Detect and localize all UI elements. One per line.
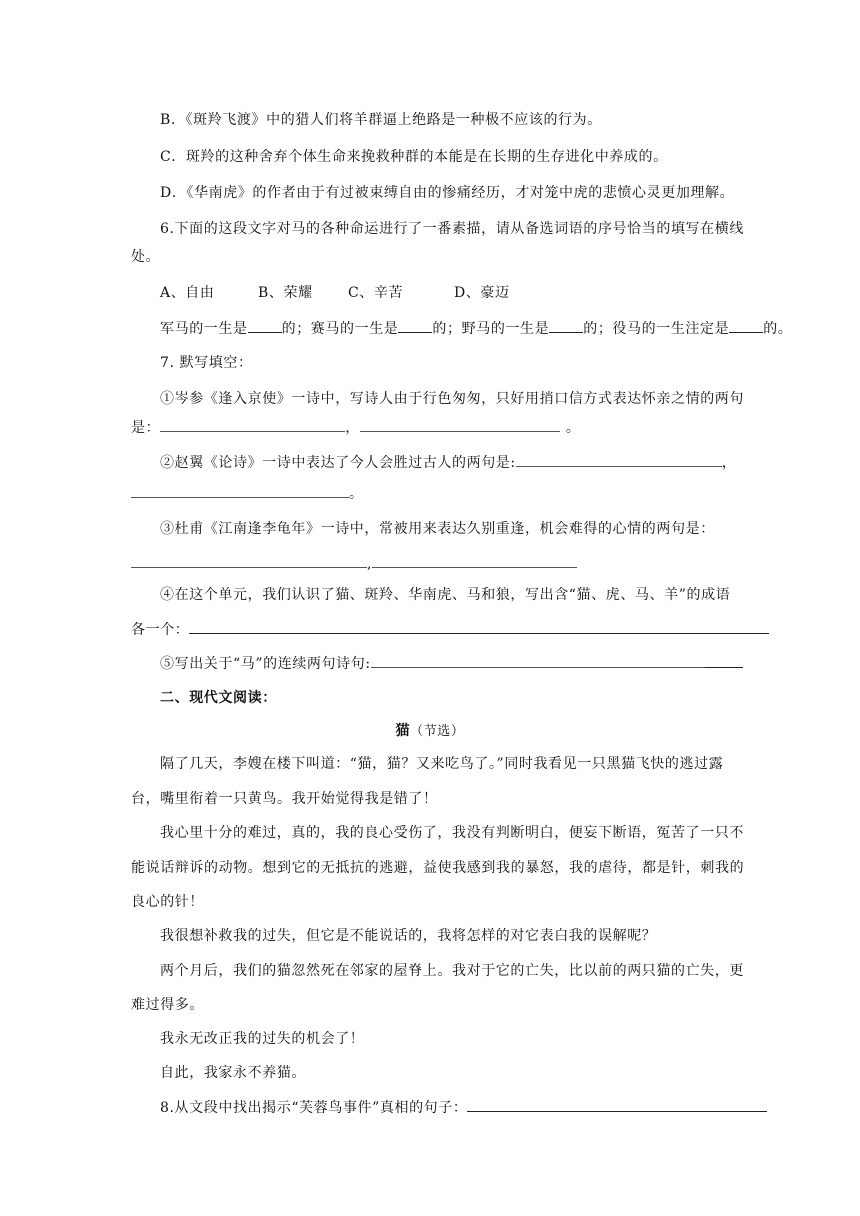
q7-item1-blank-2[interactable] bbox=[360, 417, 560, 432]
q7-item1-answer-line bbox=[131, 417, 580, 438]
q7-item5-text bbox=[160, 653, 743, 674]
article-p6: 自此，我家永不养猫。 bbox=[160, 1065, 306, 1081]
article-p1-line1: 隔了几天，李嫂在楼下叫道：“猫，猫？又来吃鸟了。”同时我看见一只黑猫飞快的逃过露 bbox=[160, 756, 724, 772]
q7-item1-prefix: 是： bbox=[131, 420, 161, 436]
q7-item5-blank-end[interactable] bbox=[705, 653, 743, 668]
sentence-part: 军马的一生是 bbox=[160, 321, 248, 337]
section-2-title: 二、现代文阅读： bbox=[160, 690, 277, 706]
sentence-part: 的；赛马的一生是 bbox=[281, 321, 399, 337]
question-6-options bbox=[160, 283, 510, 303]
q7-item2-answer-line bbox=[131, 483, 364, 504]
q7-item4-answer-line bbox=[131, 619, 769, 640]
q7-item1-sep: ， bbox=[345, 420, 360, 436]
sentence-part: 的。 bbox=[763, 321, 793, 337]
question-8-blank[interactable] bbox=[467, 1097, 767, 1112]
question-6-sentence bbox=[160, 318, 792, 339]
option-d: D、豪迈 bbox=[454, 285, 510, 301]
sentence-part: 的；野马的一生是 bbox=[432, 321, 550, 337]
option-a: A、自由 bbox=[160, 285, 215, 301]
option-b: B、荣耀 bbox=[258, 285, 313, 301]
blank-yima[interactable] bbox=[729, 318, 763, 333]
sentence-part: 的；役马的一生注定是 bbox=[583, 321, 730, 337]
article-p2-line3: 良心的针！ bbox=[131, 894, 204, 910]
article-title: 猫 bbox=[395, 723, 411, 739]
q7-item3-sep: , bbox=[367, 556, 373, 572]
q7-item2-blank-2[interactable] bbox=[131, 483, 349, 498]
choice-c: C．斑羚的这种舍弃个体生命来挽救种群的本能是在长期的生存进化中养成的。 bbox=[160, 149, 668, 165]
q7-item2-comma: ， bbox=[721, 455, 737, 471]
article-heading bbox=[0, 721, 860, 742]
q7-item2-blank-1[interactable] bbox=[516, 452, 722, 467]
choice-b: B．《斑羚飞渡》中的猎人们将羊群逼上绝路是一种极不应该的行为。 bbox=[160, 112, 602, 128]
q7-item1-end: 。 bbox=[565, 420, 581, 436]
q7-item5-blank[interactable] bbox=[371, 653, 705, 668]
question-7-title: 7. 默写填空： bbox=[160, 355, 253, 371]
q7-item4-text: ④在这个单元，我们认识了猫、斑羚、华南虎、马和狼，写出含“猫、虎、马、羊”的成语 bbox=[160, 587, 731, 603]
article-p2-line1: 我心里十分的难过，真的，我的良心受伤了，我没有判断明白，便妄下断语，冤苦了一只不 bbox=[160, 825, 744, 841]
question-8-text bbox=[160, 1097, 767, 1118]
blank-junma[interactable] bbox=[248, 318, 282, 333]
article-p4-line2: 难过得多。 bbox=[131, 997, 204, 1013]
article-p3: 我很想补救我的过失，但它是不能说话的，我将怎样的对它表白我的误解呢？ bbox=[160, 928, 657, 944]
question-6-text-cont: 处。 bbox=[131, 249, 161, 265]
q7-item4-blank[interactable] bbox=[189, 619, 769, 634]
blank-yema[interactable] bbox=[549, 318, 583, 333]
q7-item1-blank-1[interactable] bbox=[160, 417, 345, 432]
article-p4-line1: 两个月后，我们的猫忽然死在邻家的屋脊上。我对于它的亡失，比以前的两只猫的亡失，更 bbox=[160, 963, 744, 979]
q7-item3-answer-line bbox=[131, 553, 577, 574]
q7-item2-text bbox=[160, 452, 736, 473]
article-p1-line2: 台，嘴里衔着一只黄鸟。我开始觉得我是错了！ bbox=[131, 791, 438, 807]
article-p5: 我永无改正我的过失的机会了！ bbox=[160, 1031, 365, 1047]
q7-item2-prompt: ②赵翼《论诗》一诗中表达了今人会胜过古人的两句是: bbox=[160, 455, 516, 471]
option-c: C、辛苦 bbox=[348, 285, 404, 301]
question-8-prompt: 8.从文段中找出揭示“芙蓉鸟事件”真相的句子： bbox=[160, 1100, 468, 1116]
choice-d: D．《华南虎》的作者由于有过被束缚自由的惨痛经历，才对笼中虎的悲愤心灵更加理解。 bbox=[160, 185, 735, 201]
q7-item3-blank-1[interactable] bbox=[131, 553, 367, 568]
article-subtitle: （节选） bbox=[410, 724, 465, 739]
q7-item3-blank-2[interactable] bbox=[372, 553, 577, 568]
q7-item3-text: ③杜甫《江南逢李龟年》一诗中，常被用来表达久别重逢，机会难得的心情的两句是： bbox=[160, 521, 715, 537]
q7-item5-prompt: ⑤写出关于“马”的连续两句诗句: bbox=[160, 656, 371, 672]
q7-item2-end: 。 bbox=[349, 486, 364, 502]
question-6-text: 6.下面的这段文字对马的各种命运进行了一番素描，请从备选词语的序号恰当的填写在横线 bbox=[160, 221, 744, 237]
q7-item4-prefix: 各一个： bbox=[131, 622, 190, 638]
article-p2-line2: 能说话辩诉的动物。想到它的无抵抗的逃避，益使我感到我的暴怒，我的虐待，都是针，刺我的 bbox=[131, 860, 745, 876]
q7-item1-text: ①岑参《逢入京使》一诗中，写诗人由于行色匆匆，只好用捎口信方式表达怀亲之情的两句 bbox=[160, 391, 744, 407]
blank-saima[interactable] bbox=[398, 318, 432, 333]
